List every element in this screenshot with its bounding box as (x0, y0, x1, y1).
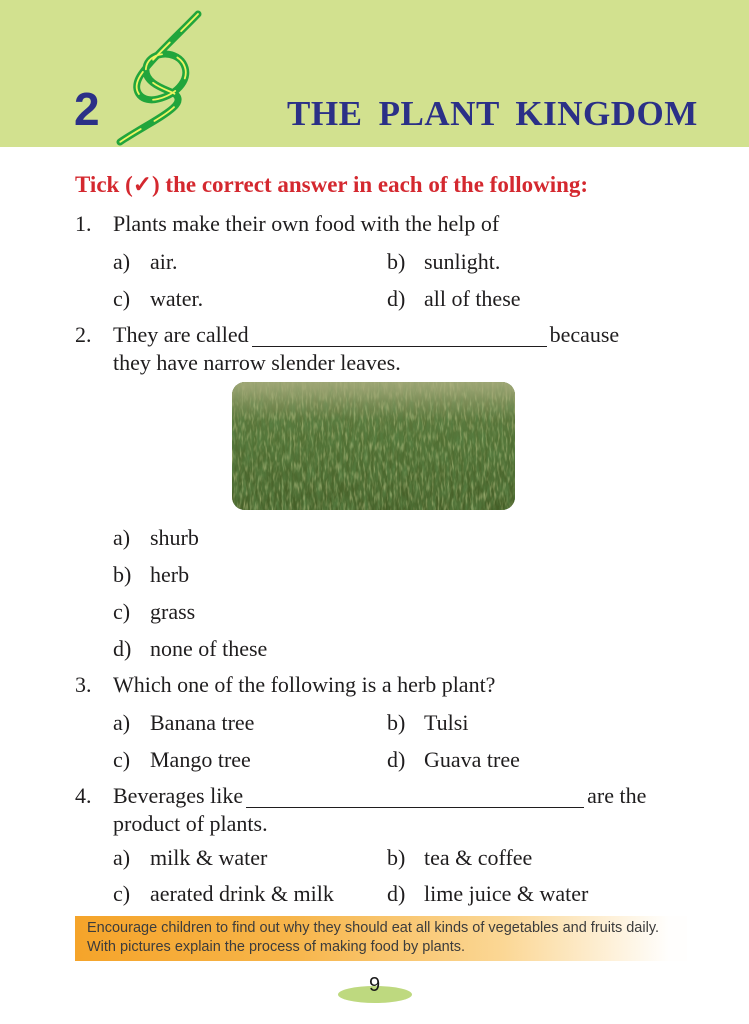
option-text: water. (150, 286, 204, 311)
option-text: sunlight. (424, 249, 501, 274)
option-letter: d) (387, 881, 406, 906)
option-row (113, 634, 749, 671)
question-4 (75, 782, 749, 838)
option-text: Banana tree (150, 710, 255, 735)
option-letter: a) (113, 710, 131, 735)
option-letter: c) (113, 599, 131, 624)
option-letter: d) (113, 636, 132, 661)
option-row (113, 879, 749, 915)
question-2-options (113, 523, 749, 671)
question-number: 4. (75, 783, 92, 808)
grass-photo (232, 382, 515, 510)
question-1 (75, 210, 749, 238)
question-1-options (113, 247, 749, 321)
question-text: are the (587, 783, 647, 808)
option-letter: b) (387, 845, 406, 870)
option-text: milk & water (150, 845, 268, 870)
question-text-line2: product of plants. (113, 811, 268, 836)
option-text: Tulsi (424, 710, 469, 735)
option-text: aerated drink & milk (150, 881, 334, 906)
option-row (113, 597, 749, 634)
question-text: Which one of the following is a herb plant? (113, 672, 496, 697)
option-letter: d) (387, 747, 406, 772)
question-3-options (113, 708, 749, 782)
question-text: because (549, 322, 620, 347)
question-text: Beverages like (113, 783, 244, 808)
option-row (113, 843, 749, 879)
question-text: Plants make their own food with the help of (113, 211, 500, 236)
option-letter: a) (113, 845, 131, 870)
question-3 (75, 671, 749, 699)
option-text: all of these (424, 286, 521, 311)
page-title: THE PLANT KINGDOM (287, 94, 698, 133)
question-text-line2: they have narrow slender leaves. (113, 350, 401, 375)
option-letter: b) (387, 710, 406, 735)
option-letter: a) (113, 525, 131, 550)
option-letter: c) (113, 747, 131, 772)
question-number: 3. (75, 672, 92, 697)
option-text: grass (150, 599, 196, 624)
question-text-line1 (113, 321, 749, 349)
option-letter: c) (113, 881, 131, 906)
option-row (113, 284, 749, 321)
option-text: herb (150, 562, 190, 587)
green-swirl-icon (112, 8, 216, 151)
option-letter: a) (113, 249, 131, 274)
chapter-header (0, 0, 749, 147)
option-row (113, 708, 749, 745)
page-footer (338, 973, 412, 1007)
option-row (113, 523, 749, 560)
option-row (113, 247, 749, 284)
option-letter: b) (113, 562, 132, 587)
option-text: Guava tree (424, 747, 520, 772)
question-text: They are called (113, 322, 249, 347)
option-letter: b) (387, 249, 406, 274)
instruction-heading: Tick (✓) the correct answer in each of the following: (75, 172, 589, 197)
option-text: Mango tree (150, 747, 251, 772)
fill-in-blank (246, 788, 584, 808)
option-text: none of these (150, 636, 268, 661)
question-text-line1 (113, 782, 749, 810)
option-text: lime juice & water (424, 881, 589, 906)
chapter-number: 2 (74, 83, 100, 135)
option-row (113, 560, 749, 597)
page-number: 9 (368, 974, 381, 996)
fill-in-blank (252, 327, 547, 347)
option-row (113, 745, 749, 782)
option-letter: d) (387, 286, 406, 311)
teacher-note: Encourage children to find out why they should eat all kinds of vegetables and fruits daily. With pictures explain the process of making food by plants. (75, 916, 687, 961)
option-text: tea & coffee (424, 845, 533, 870)
option-text: shurb (150, 525, 199, 550)
question-4-options (113, 843, 749, 915)
question-number: 1. (75, 211, 92, 236)
question-number: 2. (75, 322, 92, 347)
option-text: air. (150, 249, 178, 274)
question-2 (75, 321, 749, 377)
option-letter: c) (113, 286, 131, 311)
